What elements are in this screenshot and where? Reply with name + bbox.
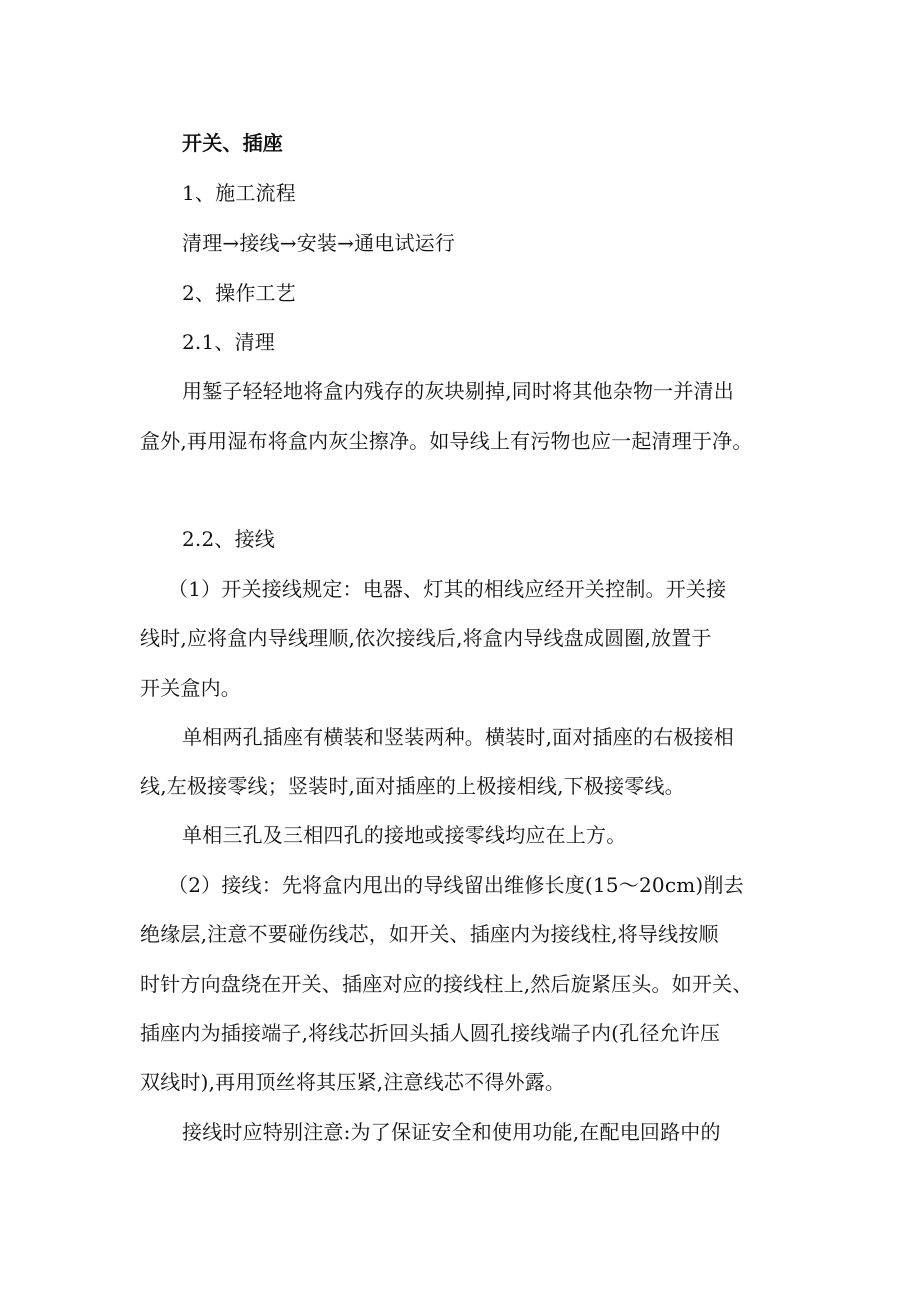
paragraph-switch-line-2: 线时,应将盒内导线理顺,依次接线后,将盒内导线盘成圆圈,放置于	[140, 626, 712, 650]
heading-cleaning: 2.1、清理	[182, 330, 276, 354]
paragraph-switch-line-1: （1）开关接线规定：电器、灯其的相线应经开关控制。开关接	[168, 577, 727, 601]
document-title: 开关、插座	[182, 131, 283, 155]
paragraph-wiring-line-5: 双线时),再用顶丝将其压紧,注意线芯不得外露。	[140, 1070, 566, 1094]
heading-operation-process: 2、操作工艺	[182, 281, 296, 305]
heading-wiring: 2.2、接线	[182, 527, 276, 551]
paragraph-two-hole-line-1: 单相两孔插座有横装和竖装两种。横装时,面对插座的右极接相	[182, 725, 734, 749]
paragraph-two-hole-line-2: 线,左极接零线；竖装时,面对插座的上极接相线,下极接零线。	[140, 774, 685, 798]
paragraph-cleaning-line-2: 盒外,再用湿布将盒内灰尘擦净。如导线上有污物也应一起清理于净。	[140, 429, 753, 453]
heading-construction-flow: 1、施工流程	[182, 181, 296, 205]
paragraph-wiring-line-3: 时针方向盘绕在开关、插座对应的接线柱上,然后旋紧压头。如开关、	[140, 972, 753, 996]
paragraph-wiring-line-2: 绝缘层,注意不要碰伤线芯，如开关、插座内为接线柱,将导线按顺	[140, 922, 719, 946]
paragraph-three-hole: 单相三孔及三相四孔的接地或接零线均应在上方。	[182, 823, 627, 847]
paragraph-wiring-line-4: 插座内为插接端子,将线芯折回头插人圆孔接线端子内(孔径允许压	[140, 1021, 721, 1045]
paragraph-special-attention: 接线时应特别注意:为了保证安全和使用功能,在配电回路中的	[182, 1120, 721, 1144]
paragraph-switch-line-3: 开关盒内。	[140, 676, 241, 700]
paragraph-cleaning-line-1: 用錾子轻轻地将盒内残存的灰块剔掉,同时将其他杂物一并清出	[182, 379, 734, 403]
paragraph-wiring-line-1: （2）接线：先将盒内甩出的导线留出维修长度(15～20cm)削去	[168, 873, 744, 897]
text-flow-steps: 清理→接线→安装→通电试运行	[182, 231, 456, 255]
